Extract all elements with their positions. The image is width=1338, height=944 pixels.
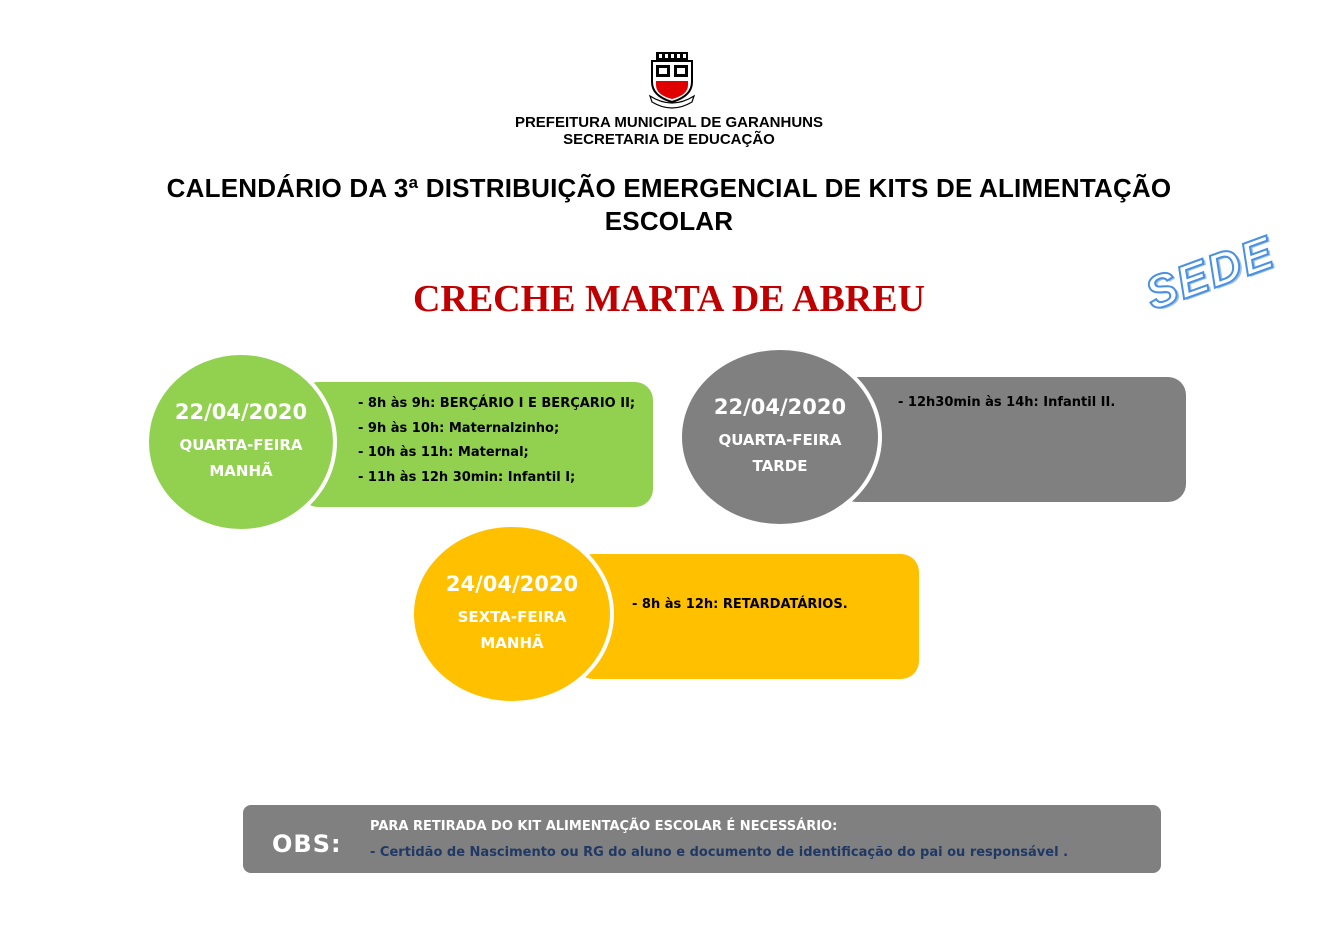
obs-box: [243, 805, 1161, 873]
schedule-item: - 8h às 12h: RETARDATÁRIOS.: [632, 597, 848, 612]
obs-requirement-detail: - Certidão de Nascimento ou RG do aluno e documento de identificação do pai ou responsável .: [370, 845, 1069, 860]
schedule-item: - 10h às 11h: Maternal;: [358, 445, 529, 460]
period-label: MANHÃ: [480, 634, 544, 652]
date-label: 24/04/2020: [445, 572, 579, 596]
schedule-list-1: [358, 392, 635, 490]
date-circle-1: [145, 351, 337, 533]
schedule-item: - 12h30min às 14h: Infantil II.: [898, 395, 1116, 410]
schedule-item: - 11h às 12h 30min: Infantil I;: [358, 469, 576, 485]
page-title: [60, 172, 1278, 238]
date-label: 22/04/2020: [174, 400, 308, 424]
date-circle-3: [410, 523, 614, 705]
schedule-list-3: [632, 593, 848, 618]
weekday-label: QUARTA-FEIRA: [179, 436, 303, 454]
obs-label: OBS:: [272, 830, 342, 858]
weekday-label: SEXTA-FEIRA: [457, 608, 567, 626]
date-label: 22/04/2020: [713, 395, 847, 419]
header-secretaria: SECRETARIA DE EDUCAÇÃO: [563, 131, 775, 148]
period-label: TARDE: [752, 457, 808, 475]
sede-badge: SEDE: [1138, 225, 1282, 320]
weekday-label: QUARTA-FEIRA: [718, 431, 842, 449]
date-circle-2: [678, 346, 882, 528]
schedule-list-2: [898, 391, 1115, 416]
obs-requirement-title: PARA RETIRADA DO KIT ALIMENTAÇÃO ESCOLAR É NECESSÁRIO:: [370, 819, 838, 834]
page-title-line2: ESCOLAR: [604, 206, 734, 236]
school-name: CRECHE MARTA DE ABREU: [412, 278, 926, 320]
period-label: MANHÃ: [209, 462, 273, 480]
schedule-item: - 9h às 10h: Maternalzinho;: [358, 420, 560, 436]
coat-of-arms-logo: [648, 52, 696, 110]
header-prefeitura: PREFEITURA MUNICIPAL DE GARANHUNS: [514, 114, 824, 131]
schedule-item: - 8h às 9h: BERÇÁRIO I E BERÇARIO II;: [358, 396, 636, 411]
page-title-line1: CALENDÁRIO DA 3ª DISTRIBUIÇÃO EMERGENCIAL DE KITS DE ALIMENTAÇÃO: [166, 173, 1172, 203]
